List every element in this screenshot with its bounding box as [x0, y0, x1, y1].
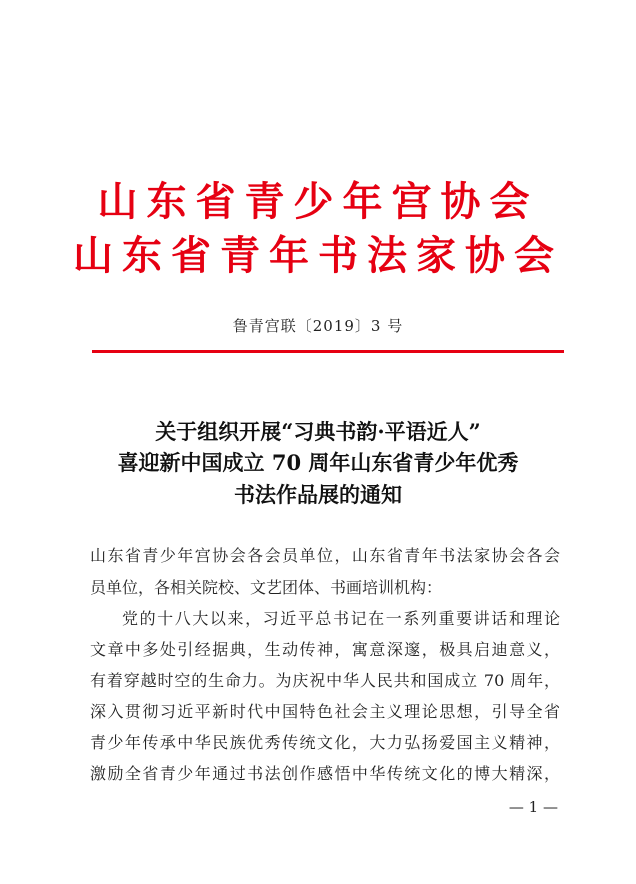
body-paragraph-line: 有着穿越时空的生命力。为庆祝中华人民共和国成立 70 周年， [90, 671, 560, 690]
issuing-org-name-2: 山东省青年书法家协会 [73, 232, 563, 279]
red-divider-line [92, 350, 564, 353]
body-paragraph-line: 激励全省青少年通过书法创作感悟中华传统文化的博大精深， [90, 764, 560, 783]
notice-title-line-3: 书法作品展的通知 [234, 482, 402, 507]
body-paragraph-line: 深入贯彻习近平新时代中国特色社会主义理论思想，引导全省 [90, 702, 560, 721]
notice-title-line-2: 喜迎新中国成立 70 周年山东省青少年优秀 [117, 450, 519, 475]
issuing-org-name-1: 山东省青少年宫协会 [97, 178, 539, 225]
document-number: 鲁青宫联〔2019〕3 号 [232, 317, 404, 335]
page-number: — 1 — [508, 798, 558, 816]
body-paragraph-line: 党的十八大以来，习近平总书记在一系列重要讲话和理论 [122, 609, 560, 628]
notice-title-line-1: 关于组织开展“习典书韵·平语近人” [155, 419, 481, 444]
addressee-line-2: 员单位，各相关院校、文艺团体、书画培训机构： [90, 578, 443, 597]
body-paragraph-line: 文章中多处引经据典，生动传神，寓意深邃，极具启迪意义， [90, 640, 560, 659]
body-paragraph-line: 青少年传承中华民族优秀传统文化，大力弘扬爱国主义精神， [90, 733, 560, 752]
addressee-line-1: 山东省青少年宫协会各会员单位，山东省青年书法家协会各会 [90, 546, 560, 565]
